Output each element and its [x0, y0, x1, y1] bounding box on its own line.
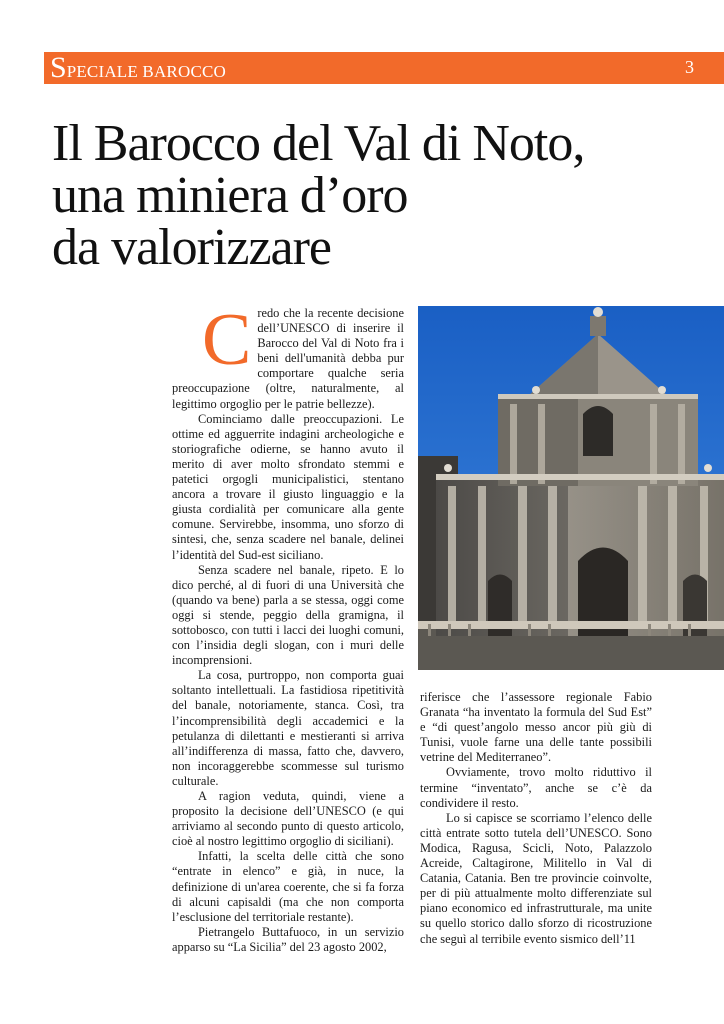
section-header-bar — [44, 52, 724, 84]
cathedral-photo — [418, 306, 724, 670]
paragraph: riferisce che l’assessore regionale Fabio Granata “ha inventato la formula del Sud Est” e “di quest’angolo messo ancor più giù di Tunisi, vuole farne una delle tante possibili vetrine del Mediterraneo”. — [420, 690, 652, 765]
paragraph: A ragion veduta, quindi, viene a proposito la decisione dell’UNESCO (e qui arriviamo al secondo punto di questo articolo, cioè al nostro legittimo orgoglio di siciliani). — [172, 789, 404, 849]
drop-cap: C — [202, 299, 252, 381]
paragraph: Cominciamo dalle preoccupazioni. Le ottime ed agguerrite indagini archeologiche e storiografiche odierne, se hanno avuto il merito di aver molto sfrondato stemmi e patetici orgogli municipalistici, stentano ancora a trovare il giusto linguaggio e la giusta cordialità per comunicare alla gente comune. Servirebbe, insomma, uno sforzo di sintesi, che, senza scadere nel banale, delinei l’identità del Sud-est siciliano. — [172, 411, 404, 562]
article-column-left — [172, 299, 404, 955]
headline-line-3: da valorizzare — [52, 219, 332, 276]
page-number: 3 — [685, 57, 694, 77]
paragraph: La cosa, purtroppo, non comporta guai soltanto intellettuali. La fastidiosa ripetitività del banale, notoriamente, stanca. Così, tra l’incomprensibilità degli accademici e la petulanza di dilettanti e mestieranti si arriva all’indifferenza di massa, fatto che, davvero, non incoraggerebbe scommesse sul turismo culturale. — [172, 668, 404, 788]
section-label-text: PECIALE BAROCCO — [66, 62, 227, 81]
section-label-initial: S — [50, 51, 67, 84]
cathedral-illustration — [418, 306, 724, 670]
paragraph: Pietrangelo Buttafuoco, in un servizio apparso su “La Sicilia” del 23 agosto 2002, — [172, 924, 404, 954]
paragraph: Senza scadere nel banale, ripeto. E lo dico perché, al di fuori di una Università che (quando va bene) parla a se stessa, oggi come oggi si stende, peggio della gramigna, il sottobosco, con tutti i lacci dei luoghi comuni, con l’insidia degli slogan, con i muri delle incomprensioni. — [172, 562, 404, 668]
section-label — [50, 51, 227, 84]
paragraph: Lo si capisce se scorriamo l’elenco delle città entrate sotto tutela dell’UNESCO. Sono Modica, Ragusa, Scicli, Noto, Palazzolo Acreide, Caltagirone, Militello in Val di Catania, Catania. Ben tre provincie coinvolte, per di più attualmente molto differenziate sul piano economico ed infrastrutturale, ma unite su quello storico dallo sforzo di ricostruzione che seguì al terribile evento sismico dell’11 — [420, 810, 652, 946]
paragraph: redo che la recente decisione dell’UNESCO di inserire il Barocco del Val di Noto fra i beni dell'umanità debba pur comportare qualche seria preoccupazione (oltre, naturalmente, al legittimo orgoglio per le patrie bellezze). — [172, 306, 404, 411]
paragraph: Infatti, la scelta delle città che sono “entrate in elenco” e già, in nuce, la definizione di un'area coerente, che si fa forza di alcuni capisaldi (ma che non comporta l’esclusione del territoriale restante). — [172, 849, 404, 924]
article-headline — [52, 115, 585, 276]
paragraph: Ovviamente, trovo molto riduttivo il termine “inventato”, anche se c’è da condividere il resto. — [420, 765, 652, 810]
headline-line-2: una miniera d’oro — [52, 167, 408, 224]
headline-line-1: Il Barocco del Val di Noto, — [52, 115, 585, 172]
article-column-right — [420, 690, 652, 947]
